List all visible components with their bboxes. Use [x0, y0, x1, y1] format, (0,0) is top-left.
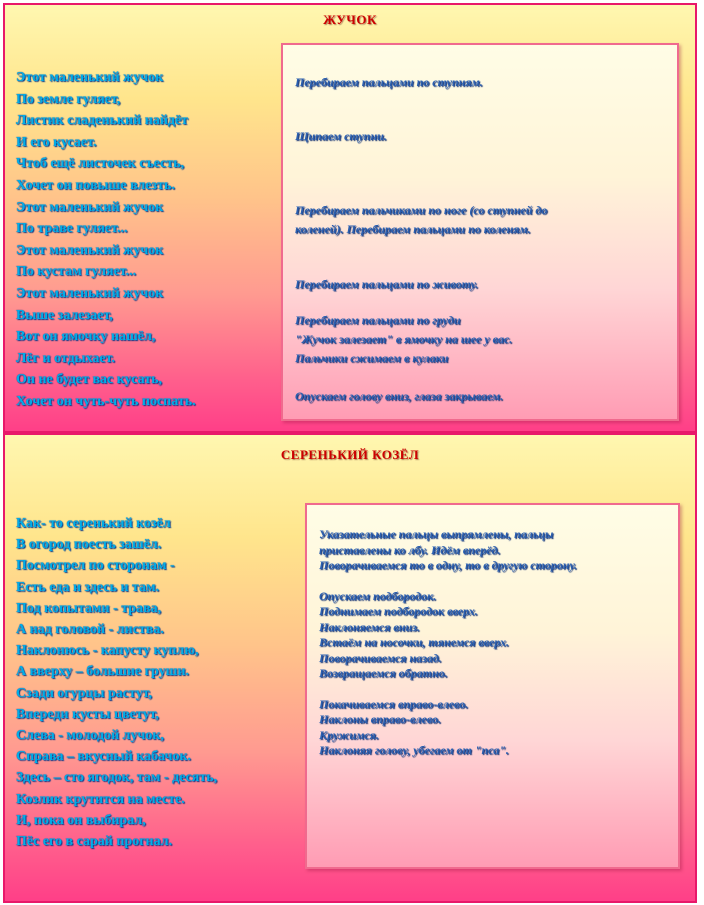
poem-line: А над головой - листва. — [16, 622, 164, 638]
instruction-line: Поднимаем подбородок вверх. — [319, 604, 478, 618]
instruction-line: Встаём на носочки, тянемся вверх. — [319, 635, 510, 649]
instruction-line: Щипаем ступни. — [295, 129, 387, 143]
poem-line: Здесь – сто ягодок, там - десять, — [16, 770, 218, 786]
poem-line: Справа – вкусный кабачок. — [16, 749, 192, 765]
poem-line: Сзади огурцы растут, — [16, 685, 153, 701]
poem-line: И его кусает. — [16, 134, 97, 150]
zhuchok-poem — [16, 67, 196, 413]
instruction-line: Перебираем пальцами по ступням. — [295, 75, 483, 89]
instruction-line: Перебираем пальцами по животу. — [295, 277, 479, 291]
poem-line: Как- то серенький козёл — [16, 516, 171, 531]
poem-line: По кустам гуляет... — [16, 264, 137, 280]
instruction-line: Перебираем пальчиками по ноге (со ступней до — [295, 203, 548, 217]
kozel-poem — [16, 513, 217, 852]
poem-line: Пёс его в сарай прогнал. — [16, 834, 173, 850]
poem-line: Козлик крутится на месте. — [16, 791, 185, 807]
poem-line: Чтоб ещё листочек съесть, — [16, 156, 185, 172]
instruction-line: Указательные пальцы выпрямлены, пальцы — [319, 527, 554, 541]
poem-line: А вверху – большие груши. — [16, 664, 190, 680]
poem-line: Посмотрел по сторонам - — [16, 558, 175, 574]
zhuchok-card — [3, 3, 697, 433]
instruction-line: приставлены ко лбу. Идём вперёд. — [319, 542, 501, 557]
poem-line: Лёг и отдыхает. — [16, 350, 115, 366]
poem-line: Хочет он чуть-чуть поспать. — [16, 393, 196, 409]
instruction-line: Кружимся. — [319, 727, 379, 742]
poem-line: Наклонюсь - капусту куплю, — [16, 643, 199, 659]
instruction-line: Покачиваемся вправо-влево. — [319, 696, 469, 711]
instruction-line: Перебираем пальцами по груди — [295, 313, 461, 327]
poem-line: Под копытами - трава, — [16, 600, 162, 616]
poem-line: Хочет он повыше влезть. — [16, 177, 175, 193]
instruction-line: Пальчики сжимаем в кулаки — [295, 351, 449, 365]
zhuchok-title: ЖУЧОК — [323, 12, 377, 27]
zhuchok-instructions-box — [281, 43, 679, 421]
poem-line: Вот он ямочку нашёл, — [16, 329, 156, 345]
instruction-line: "Жучок залезает" в ямочку на шее у вас. — [295, 332, 513, 346]
poem-line: Выше залезает, — [16, 307, 113, 323]
poem-line: Впереди кусты цветут, — [16, 706, 159, 722]
poem-line: Он не будет вас кусать, — [16, 372, 163, 388]
poem-line: В огород поесть зашёл. — [16, 537, 162, 553]
instruction-line: Наклоны вправо-влево. — [319, 712, 442, 726]
instruction-line: Поворачиваемся то в одну, то в другую сторону. — [319, 558, 578, 572]
kozel-instructions-box — [305, 503, 680, 869]
poem-line: Листик сладенький найдёт — [16, 113, 189, 129]
poem-line: По земле гуляет, — [16, 91, 121, 107]
instruction-line: Опускаем голову вниз, глаза закрываем. — [295, 389, 504, 403]
poem-line: Этот маленький жучок — [16, 199, 164, 215]
instruction-line: Опускаем подбородок. — [319, 588, 437, 603]
poem-line: Есть еда и здесь и там. — [16, 579, 160, 595]
instruction-line: Наклоняемся вниз. — [319, 619, 420, 634]
poem-line: По траве гуляет... — [16, 221, 128, 237]
instruction-line: Возвращаемся обратно. — [319, 666, 448, 680]
poem-line: Этот маленький жучок — [16, 285, 164, 301]
poem-line: Слева - молодой лучок, — [16, 728, 164, 744]
poem-line: Этот маленький жучок — [16, 70, 164, 85]
kozel-instructions-list — [319, 527, 577, 759]
instruction-line: Поворачиваемся назад. — [319, 650, 442, 665]
instruction-line: коленей). Перебираем пальцами по коленям. — [295, 222, 531, 236]
instruction-line: Наклоняя голову, убегаем от "пса". — [319, 743, 509, 757]
poem-line: Этот маленький жучок — [16, 242, 164, 258]
kozel-title: СЕРЕНЬКИЙ КОЗЁЛ — [280, 447, 420, 462]
poem-line: И, пока он выбирал, — [16, 812, 146, 828]
kozel-card — [3, 433, 697, 903]
